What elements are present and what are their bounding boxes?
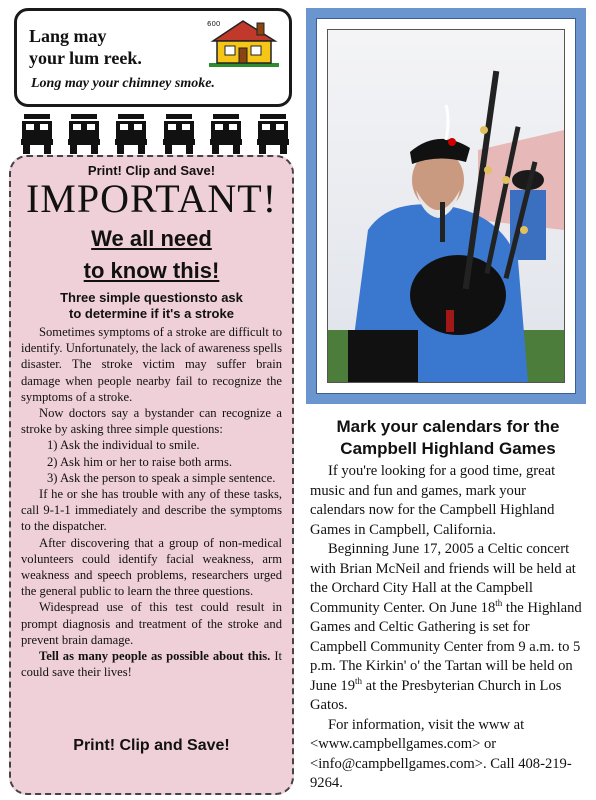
fire-truck-icon [67,112,101,156]
photo-mat [316,18,576,394]
motto-line-2: your lum reek. [29,48,142,68]
motto-box [14,8,292,107]
stroke-closing-rest: It could save their lives! [21,649,283,680]
article-title [304,416,592,460]
house-icon [203,17,283,69]
article-title-line-2: Campbell Highland Games [340,439,556,458]
stroke-step-2: 2) Ask him or her to raise both arms. [47,454,233,469]
clip-save-label-bottom: Print! Clip and Save! [73,737,230,754]
stroke-paragraph: Sometimes symptoms of a stroke are difficult to identify. Unfortunately, the lack of awareness spells disaster. The stroke victim may suffer brain damage when people nearby fail to recognize the symptoms of a stroke. [21,325,282,404]
motto-line-1: Lang may [29,26,107,46]
headline [21,223,282,287]
article-text-segment: the Highland Games and Celtic Gathering is set for Campbell Community Center from 9 a.m. to 5 p.m. The Kirkin' o' the Tartan will be held on June 19 [310,599,582,694]
ordinal-suffix: th [355,675,363,686]
stroke-closing-bold: Tell as many people as possible about this. [39,649,271,664]
article-paragraph: If you're looking for a good time, great music and fun and games, mark your calendars now for the Campbell Highland Games in Campbell, California. [310,463,556,538]
fire-truck-icon [209,112,243,156]
photo-frame [306,8,586,404]
stroke-paragraph: Widespread use of this test could result in prompt diagnosis and treatment of the stroke and prevent brain damage. [21,600,282,647]
stroke-step-1: 1) Ask the individual to smile. [47,438,200,453]
motto-line-3: Long may your chimney smoke. [31,76,215,91]
subhead [21,290,282,322]
article-body [310,462,584,794]
fire-truck-row [14,112,296,158]
article-text-segment: at the Presbyterian Church in Los Gatos. [310,677,562,713]
fire-truck-icon [162,112,196,156]
important-heading: IMPORTANT! [25,176,278,221]
article-paragraph-contact: For information, visit the www at <www.campbellgames.com> or <info@campbellgames.com>. Call 408-219-9264. [310,716,572,791]
headline-line-1: We all need [91,226,212,251]
fire-truck-icon [20,112,54,156]
fire-truck-icon [256,112,290,156]
house-number: 600 [207,20,221,28]
ordinal-suffix: th [495,597,503,608]
stroke-paragraph: If he or she has trouble with any of these tasks, call 9-1-1 immediately and describe the symptoms to the dispatcher. [21,487,282,534]
stroke-clipout [9,155,294,795]
stroke-step-3: 3) Ask the person to speak a simple sentence. [47,470,276,485]
subhead-line-2: to determine if it's a stroke [69,306,234,321]
subhead-line-1: Three simple questionsto ask [60,290,243,305]
stroke-paragraph: Now doctors say a bystander can recognize a stroke by asking three simple questions: [21,406,282,437]
stroke-body [21,324,282,680]
fire-truck-icon [114,112,148,156]
headline-line-2: to know this! [83,258,220,283]
bagpiper-photo [327,29,565,383]
article-title-line-1: Mark your calendars for the [336,417,560,436]
clip-save-label-top: Print! Clip and Save! [87,163,216,178]
stroke-paragraph: After discovering that a group of non-medical volunteers could identify facial weakness, arm weakness and speech problems, researchers urged the general public to learn the three questions. [21,535,282,599]
article-paragraph-dates [310,540,584,716]
article-text-segment: Beginning June 17, 2005 a Celtic concert with Brian McNeil and friends will be held at the Orchard City Hall at the Campbell Community Center. On June 18 [310,541,576,616]
stroke-closing [21,648,282,680]
